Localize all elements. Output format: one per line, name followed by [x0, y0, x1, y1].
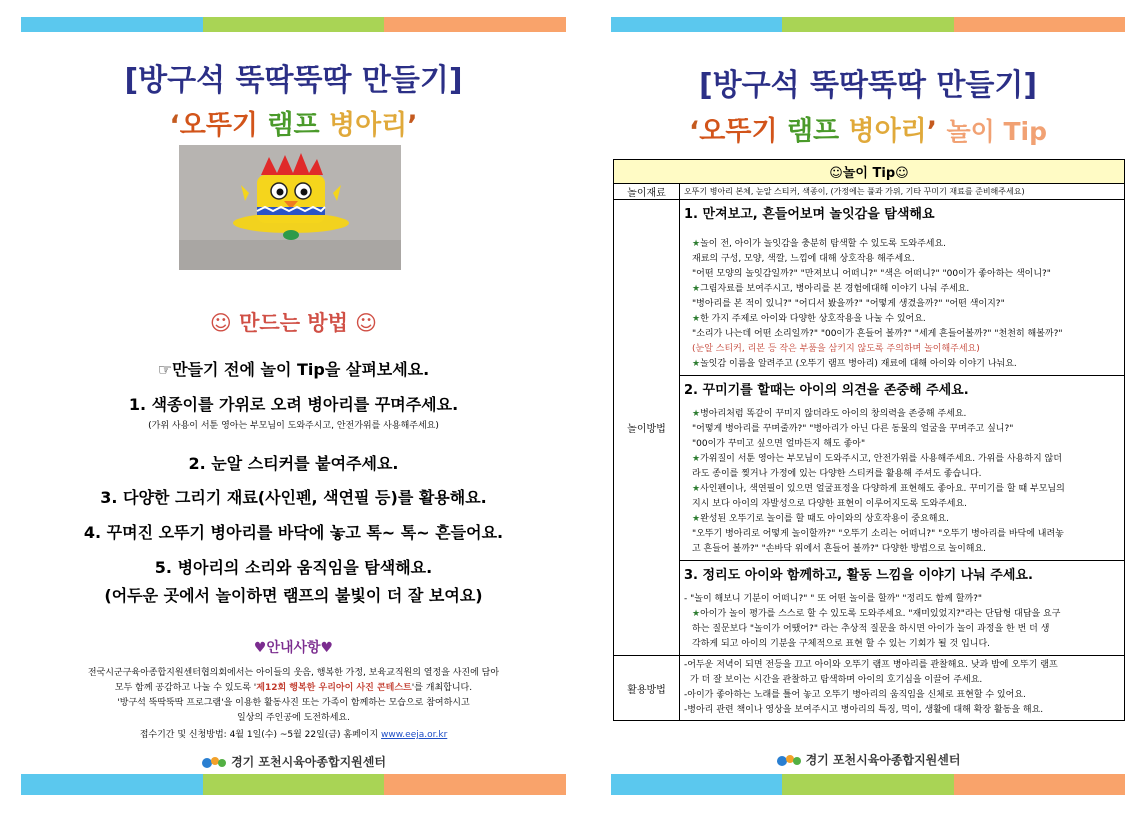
notice-line: 전국시군구육아종합지원센터협의회에서는 아이들의 웃음, 행복한 가정, 보육교직원의 열정을 사진에 담아 [87, 668, 500, 678]
usage-line: -아이가 좋아하는 노래를 틀어 놓고 오뚜기 병아리의 움직임을 신체로 표현할 수 있어요. [684, 690, 1026, 700]
tip-line: ★놀잇감 이름을 알려주고 (오뚜기 램프 병아리) 재료에 대해 아이와 이야기 나눠요. [692, 359, 1017, 369]
step-1: 1. 색종이를 가위로 오려 병아리를 꾸며주세요. [128, 395, 459, 414]
star-icon: ★ [692, 409, 701, 419]
section-heading: 3. 정리도 아이와 함께하고, 활동 느낌을 이야기 나눠 주세요. [684, 568, 1033, 583]
page-subtitle: ‘오뚜기 램프 병아리’ 놀이 Tip [689, 116, 1047, 147]
org-name: 경기 포천시육아종합지원센터 [231, 755, 386, 769]
tip-line: ★한 가지 주제로 아이와 다양한 상호작용을 나눌 수 있어요. [692, 314, 926, 324]
section-2 [680, 376, 1124, 561]
star-icon: ★ [692, 609, 701, 619]
page-title: [방구석 뚝딱뚝딱 만들기] [698, 68, 1038, 103]
tip-line: "어떻게 병아리를 꾸며줄까?" "병아리가 아닌 다른 동물의 얼굴을 꾸며주고 싶니?" [692, 424, 1014, 434]
section-3 [680, 561, 1124, 655]
tip-line: ★사인펜이나, 색연필이 있으면 얼굴표정을 다양하게 표현해도 좋아요. 꾸미기를 할 때 부모님의 [692, 484, 1065, 494]
tip-line: 하는 질문보다 "놀이가 어땠어?" 라는 추상적 질문을 하시면 아이가 놀이 과정을 한 번 더 생 [692, 624, 1050, 634]
step-3: 3. 다양한 그리기 재료(사인펜, 색연필 등)를 활용해요. [100, 488, 487, 507]
contest-name: 제12회 행복한 우리아이 사진 콘테스트 [256, 683, 412, 693]
star-icon: ★ [692, 239, 701, 249]
materials-value: 오뚜기 병아리 본체, 눈알 스티커, 색종이, (가정에는 풀과 가위, 기타 꾸미기 재료를 준비해주세요) [680, 184, 1125, 200]
star-icon: ★ [692, 514, 701, 524]
notice-line: '방구석 뚝딱뚝딱 프로그램'을 이용한 활동사진 또는 가족이 함께하는 모습으로 참여하시고 [117, 698, 470, 708]
step-1-note: (가위 사용이 서툰 영아는 부모님이 도와주시고, 안전가위를 사용해주세요) [148, 421, 439, 431]
org-logo-icon [201, 755, 227, 769]
tip-line: 각하게 되고 아이의 기분을 구체적으로 표현 할 수 있는 기회가 될 것 입니다. [692, 639, 991, 649]
tip-line: - "놀이 해보니 기분이 어떠니?" " 또 어떤 놀이를 할까" "정리도 함께 할까?" [684, 594, 983, 604]
tip-line: 지시 보다 아이의 자발성으로 다양한 표현이 이루어지도록 도와주세요. [692, 499, 968, 509]
tip-line: ★놀이 전, 아이가 놀잇감을 충분히 탐색할 수 있도록 도와주세요. [692, 239, 947, 249]
step-5: 5. 병아리의 소리와 움직임을 탐색해요. [154, 558, 433, 577]
tip-line: 재료의 구성, 모양, 색깔, 느낌에 대해 상호작용 해주세요. [692, 254, 915, 264]
notice-heading: ♥안내사항♥ [253, 640, 334, 656]
section-heading: 2. 꾸미기를 할때는 아이의 의견을 존중해 주세요. [684, 383, 969, 398]
org-logo-icon [776, 753, 802, 767]
section-heading: 1. 만져보고, 흔들어보며 놀잇감을 탐색해요 [684, 207, 935, 222]
star-icon: ★ [692, 484, 701, 494]
usage-line: -병아리 관련 책이나 영상을 보여주시고 병아리의 특징, 먹이, 생활에 대해 확장 활동을 해요. [684, 705, 1044, 715]
tip-line: ★그림자료를 보여주시고, 병아리를 본 경험에대해 이야기 나눠 주세요. [692, 284, 970, 294]
notice-line: 모두 함께 공감하고 나눌 수 있도록 '제12회 행복한 우리아이 사진 콘테스트'를 개최합니다. [114, 683, 473, 693]
usage-cell [680, 656, 1125, 721]
section-1 [680, 200, 1124, 376]
materials-label: 놀이재료 [614, 184, 680, 200]
tip-line: 라도 종이를 찢거나 가정에 있는 다양한 스티커를 활용해 주셔도 좋습니다. [692, 469, 982, 479]
play-method-cell [680, 200, 1125, 656]
homepage-link[interactable]: www.eeja.or.kr [381, 730, 448, 740]
bottom-color-stripe [611, 774, 1125, 795]
usage-label: 활용방법 [614, 656, 680, 721]
poster-page-right [611, 17, 1125, 797]
star-icon: ★ [692, 454, 701, 464]
tip-line: "오뚜기 병아리로 어떻게 놀이할까?" "오뚜기 소리는 어떠니?" "오뚜기 병아리를 바닥에 내려놓 [692, 529, 1064, 539]
star-icon: ★ [692, 284, 701, 294]
org-footer [21, 753, 566, 770]
howto-heading: ☺ 만드는 방법 ☺ [209, 311, 378, 335]
tip-line: ★완성된 오뚜기로 놀이를 할 때도 아이와의 상호작용이 중요해요. [692, 514, 950, 524]
top-color-stripe [611, 17, 1125, 32]
tip-line: "소리가 나는데 어떤 소리일까?" "00이가 흔들어 볼까?" "세게 흔들어볼까?" "천천히 해볼까?" [692, 329, 1063, 339]
tip-line: ★아이가 놀이 평가를 스스로 할 수 있도록 도와주세요. "재미있었지?"라는 단답형 대답을 요구 [692, 609, 1061, 619]
notice-line: 접수기간 및 신청방법: 4월 1일(수) ~5월 22일(금) 홈페이지 www.eeja.or.kr [139, 730, 448, 740]
star-icon: ★ [692, 314, 701, 324]
step-4: 4. 꾸며진 오뚜기 병아리를 바닥에 놓고 톡~ 톡~ 흔들어요. [83, 523, 504, 542]
step-2: 2. 눈알 스티커를 붙여주세요. [188, 454, 399, 473]
chick-lamp-illustration [179, 145, 401, 270]
play-tip-table [613, 159, 1125, 721]
tip-line: "병아리를 본 적이 있니?" "어디서 봤을까?" "어떻게 생겼을까?" "어떤 색이지?" [692, 299, 1005, 309]
tip-line: "00이가 꾸미고 싶으면 얼마든지 해도 좋아" [692, 439, 866, 449]
tip-line: "어떤 모양의 놀잇감일까?" "만져보니 어떠니?" "색은 어떠니?" "00이가 좋아하는 색이니?" [692, 269, 1051, 279]
step-5-note: (어두운 곳에서 놀이하면 램프의 불빛이 더 잘 보여요) [104, 586, 483, 605]
table-header: ☺놀이 Tip☺ [614, 160, 1125, 184]
poster-page-left [21, 17, 566, 797]
chick-lamp-photo [179, 145, 401, 270]
org-name: 경기 포천시육아종합지원센터 [805, 753, 961, 767]
notice-line: 일상의 주인공에 도전하세요. [237, 713, 350, 723]
bottom-color-stripe [21, 774, 566, 795]
step-tip-note: ☞만들기 전에 놀이 Tip을 살펴보세요. [157, 360, 430, 379]
play-method-label: 놀이방법 [614, 200, 680, 656]
top-color-stripe [21, 17, 566, 32]
usage-line: -어두운 저녁이 되면 전등을 끄고 아이와 오뚜기 램프 병아리를 관찰해요. 낮과 밤에 오뚜기 램프 [684, 660, 1058, 670]
page-subtitle: ‘오뚜기 램프 병아리’ [169, 110, 418, 141]
tip-line: 고 흔들어 볼까?" "손바닥 위에서 흔들어 볼까?" 다양한 방법으로 놀이해요. [692, 544, 987, 554]
usage-line: 가 더 잘 보이는 시간을 관찰하고 탐색하며 아이의 호기심을 이끌어 주세요. [690, 675, 983, 685]
safety-warning: (눈알 스티커, 리본 등 작은 부품을 삼키지 않도록 주의하며 놀이해주세요) [692, 344, 980, 354]
org-footer [611, 751, 1125, 768]
tip-line: ★가위질이 서툰 영아는 부모님이 도와주시고, 안전가위를 사용해주세요. 가위를 사용하지 않더 [692, 454, 1062, 464]
star-icon: ★ [692, 359, 701, 369]
page-title: [방구석 뚝딱뚝딱 만들기] [124, 63, 463, 98]
tip-line: ★병아리처럼 똑같이 꾸미지 않더라도 아이의 창의력을 존중해 주세요. [692, 409, 967, 419]
